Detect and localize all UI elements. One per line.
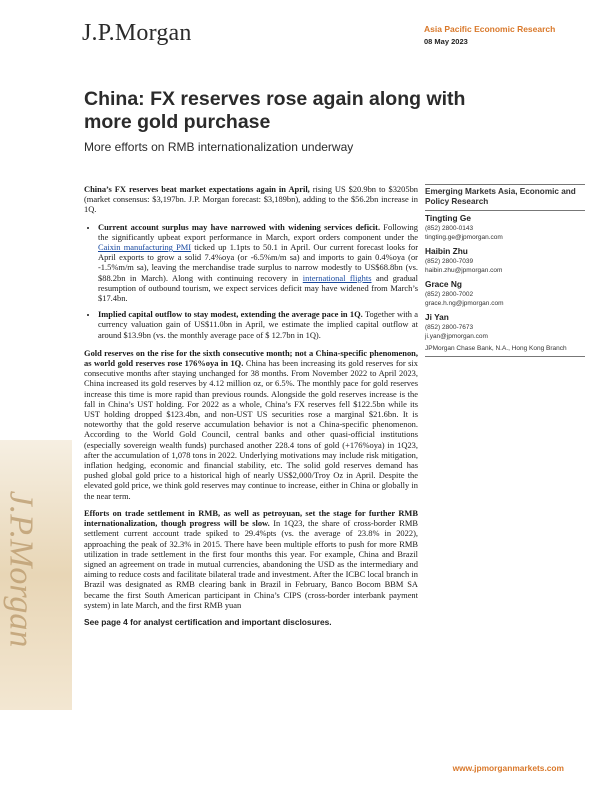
watermark-text: J.P.Morgan [2,490,40,648]
jpmorgan-logo: J.P.Morgan [82,20,192,46]
paragraph-text: China has been increasing its gold reserves for six consecutive months after staying unchanged for 38 months. From November 2022 to April 2023, China increased its gold reserves by 4.12 million oz, or 6.5%. The monthly pace for gold reserves increase this time is more rapid than previous rounds. Alongside the gold reserves increase is the fall in China’s UST holding. For 2022 as a whole, China’s FX reserves fell $122.5bn while its UST holding dropped $123.4bn, and non-UST US securities rose a marginal $21.6bn. It is noteworthy that the gold reserve accumulation behavior is not a China-specific phenomenon. According to the World Gold Council, central banks and other quasi-official institutions (especially sovereign wealth funds) purchased another 228.4 tons of gold (+176%oya) in 1Q23, after the accumulation of 1,078 tons in 2022. Underlying motivations may include risk mitigation, inflation hedging, economic and financial stability, etc. The solid gold reserves demand has pushed global gold price to a historical high of nearly US$2,000/Troy Oz in April. Despite the elevated gold price, we think gold reserves may continue to increase, either in China or globally in the near term. [84,358,418,501]
analyst-phone: (852) 2800-0143 [425,225,474,232]
footer-url-link[interactable]: www.jpmorganmarkets.com [452,763,564,773]
paragraph-trade-settlement [84,508,418,610]
analyst-name: Haibin Zhu [425,246,468,256]
paragraph-text: In 1Q23, the share of cross-border RMB settlement current account trade spiked to 29.4%pts (vs. the average of 23.8% in 2022), approaching the peak of 32.3% in 2015. There have been multiple efforts to push for more RMB utilization in trade settlement in the first four months this year. For example, China and Brazil signed an agreement on trade in mutual currencies, abandoning the USD as the intermediary and aiming to reduce costs and facilitate bilateral trade and investment. After the ICBC local branch in Brazil was designated as RMB clearing bank in Brazil in February, Banco Bocom BBM SA became the first South American participant in China’s CIPS (cross-border interbank payment system) in late March, and the first RMB yuan [84,518,418,610]
paragraph-fx-reserves [84,184,418,215]
analyst-sidebar [425,184,585,357]
divider [425,356,585,357]
team-name: Emerging Markets Asia, Economic and Policy Research [425,187,576,206]
analyst-card [425,279,585,308]
analyst-email[interactable]: ji.yan@jpmorgan.com [425,333,488,340]
bullet-text: Together with a currency valuation gain of US$11.0bn in April, we estimate the implied capital outflow at around $13.9bn (vs. the monthly average pace of $ 12.7bn in 1Q). [98,309,418,340]
disclosure-note: See page 4 for analyst certification and important disclosures. [84,616,332,627]
caixin-pmi-link[interactable]: Caixin manufacturing PMI [98,242,192,253]
bullet-heading: Implied capital outflow to stay modest, extending the average pace in 1Q. [98,309,363,320]
divider [425,210,585,211]
bullet-text: ticked up 1.1pts to 50.1 in April. Our current forecast looks for April exports to grow a solid 7.4%oya (or -6.5%m/m sa) and imports to gain 0.4%oya (or -1.5%m/m sa), leaving the merchandise trade surplus to narrow modestly to US$68.8bn (vs. $88.2bn in March). Along with continuing recovery in [98,242,418,283]
lead-sentence: Efforts on trade settlement in RMB, as well as petroyuan, set the stage for further RMB internationalization, though progress will be slow. [84,507,418,529]
paragraph-text: rising US $20.9bn to $3205bn (market consensus: $3,197bn. J.P. Morgan forecast: $3,189bn), adding to the $56.2bn increase in 1Q. [84,184,419,215]
bank-entity: JPMorgan Chase Bank, N.A., Hong Kong Branch [425,345,567,352]
bullet-heading: Current account surplus may have narrowed with widening services deficit. [98,221,381,232]
paragraph-gold-reserves [84,348,418,501]
analyst-name: Ji Yan [425,312,449,322]
analyst-email[interactable]: haibin.zhu@jpmorgan.com [425,267,503,274]
analyst-phone: (852) 2800-7673 [425,324,474,331]
analyst-phone: (852) 2800-7002 [425,291,474,298]
international-flights-link[interactable]: international flights [302,272,372,283]
analyst-card [425,213,585,242]
analyst-email[interactable]: grace.h.ng@jpmorgan.com [425,300,504,307]
report-date: 08 May 2023 [424,37,468,46]
bullet-capital-outflow [98,309,418,340]
analyst-name: Tingting Ge [425,213,471,223]
bullet-text: and gradual resumption of outbound tourism, we expect services deficit may have widened from March’s $17.4bn. [98,272,418,304]
brand-watermark [0,440,72,710]
bullet-current-account [98,222,418,304]
analyst-card [425,312,585,341]
report-title: China: FX reserves rose again along with more gold purchase [84,88,466,133]
report-subtitle: More efforts on RMB internationalization underway [84,140,354,154]
bullet-list [84,222,418,340]
bullet-text: Following the significantly upbeat export performance in March, export orders component under the [98,221,418,242]
report-body [84,184,418,627]
department-label: Asia Pacific Economic Research [424,24,556,34]
analyst-email[interactable]: tingting.ge@jpmorgan.com [425,234,503,241]
lead-sentence: Gold reserves on the rise for the sixth consecutive month; not a China-specific phenomenon, as world gold reserves rose 176%oya in 1Q. [84,347,418,369]
analyst-name: Grace Ng [425,279,462,289]
analyst-phone: (852) 2800-7039 [425,258,474,265]
lead-sentence: China’s FX reserves beat market expectations again in April, [84,184,310,194]
report-header [424,24,564,46]
analyst-card [425,246,585,275]
